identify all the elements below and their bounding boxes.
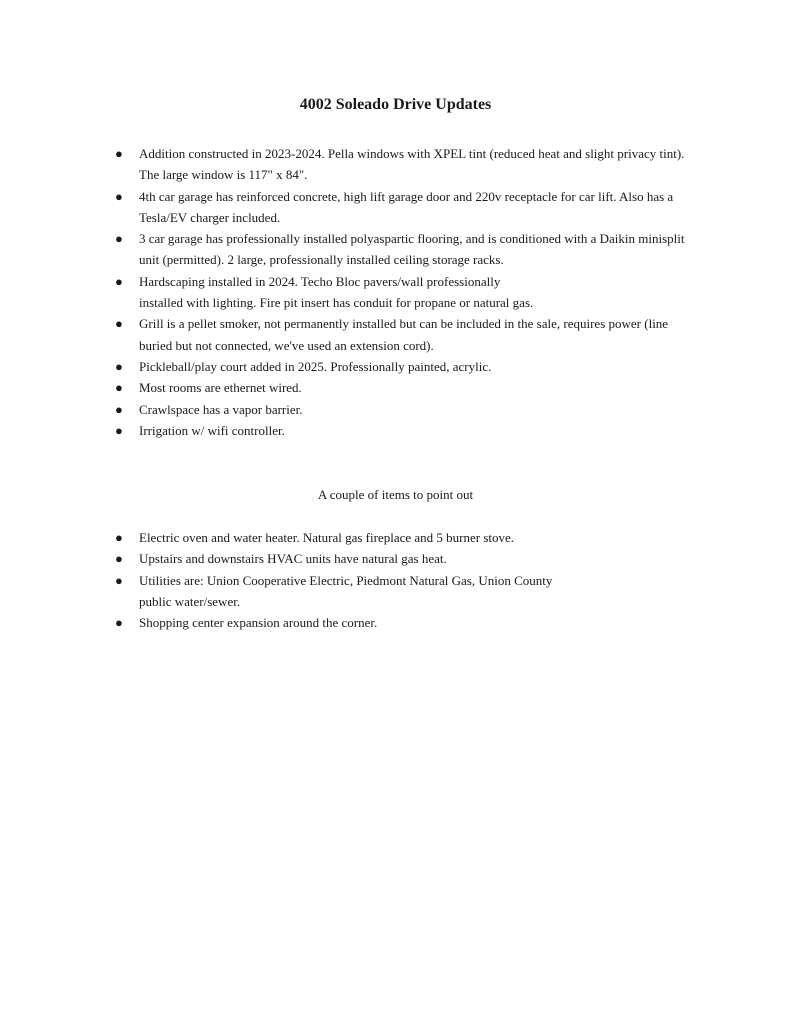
list-item-text: Utilities are: Union Cooperative Electric, Piedmont Natural Gas, Union County public water/sewer.: [139, 572, 553, 609]
list-item-text: Irrigation w/ wifi controller.: [139, 422, 285, 438]
bullet-icon: ●: [115, 530, 123, 545]
list-item-text: 4th car garage has reinforced concrete, high lift garage door and 220v receptacle for car lift. Also has a Tesla/EV charger included.: [139, 188, 674, 225]
bullet-icon: ●: [115, 380, 123, 396]
document-title: 4002 Soleado Drive Updates: [299, 96, 492, 113]
list-item-text: Most rooms are ethernet wired.: [139, 380, 302, 396]
bullet-icon: ●: [115, 273, 123, 289]
list-item-text: Upstairs and downstairs HVAC units have natural gas heat.: [139, 551, 447, 567]
list-item: [0, 420, 700, 441]
list-item: [0, 271, 700, 314]
list-item-text: 3 car garage has professionally installed polyaspartic flooring, and is conditioned with a Daikin minisplit unit (permitted). 2 large, professionally installed ceiling storage racks.: [139, 231, 685, 268]
list-item: [0, 143, 700, 186]
updates-list: [0, 143, 700, 441]
bullet-icon: ●: [115, 551, 123, 567]
bullet-icon: ●: [115, 358, 123, 374]
bullet-icon: ●: [115, 146, 123, 161]
bullet-icon: ●: [115, 422, 123, 438]
list-item-text: Electric oven and water heater. Natural gas fireplace and 5 burner stove.: [139, 530, 515, 545]
list-item: [0, 186, 700, 229]
bullet-icon: ●: [115, 401, 123, 417]
points-list: [0, 527, 700, 633]
list-item-text: Shopping center expansion around the corner.: [139, 615, 378, 631]
list-item-text: Crawlspace has a vapor barrier.: [139, 401, 303, 417]
list-item: [0, 548, 700, 569]
bullet-icon: ●: [115, 316, 123, 332]
bullet-icon: ●: [115, 572, 123, 588]
list-item-text: Hardscaping installed in 2024. Techo Bloc pavers/wall professionally installed with lighting. Fire pit insert has conduit for propane or natural gas.: [139, 273, 534, 311]
list-item-text: Pickleball/play court added in 2025. Professionally painted, acrylic.: [139, 358, 492, 374]
list-item-text: Addition constructed in 2023-2024. Pella windows with XPEL tint (reduced heat and slight privacy tint). The large window is 117" x 84".: [139, 146, 685, 183]
list-item: [0, 228, 700, 271]
list-item: [0, 570, 700, 613]
bullet-icon: ●: [115, 188, 123, 204]
list-item: [0, 612, 700, 633]
bullet-icon: ●: [115, 231, 123, 247]
list-item: [0, 399, 700, 420]
list-item: [0, 356, 700, 377]
list-item: [0, 313, 700, 356]
section-heading: A couple of items to point out: [317, 487, 474, 502]
list-item-text: Grill is a pellet smoker, not permanently installed but can be included in the sale, requires power (line buried but not connected, we've used an extension cord).: [139, 316, 669, 353]
list-item: [0, 377, 700, 398]
bullet-icon: ●: [115, 615, 123, 631]
list-item: [0, 527, 700, 548]
